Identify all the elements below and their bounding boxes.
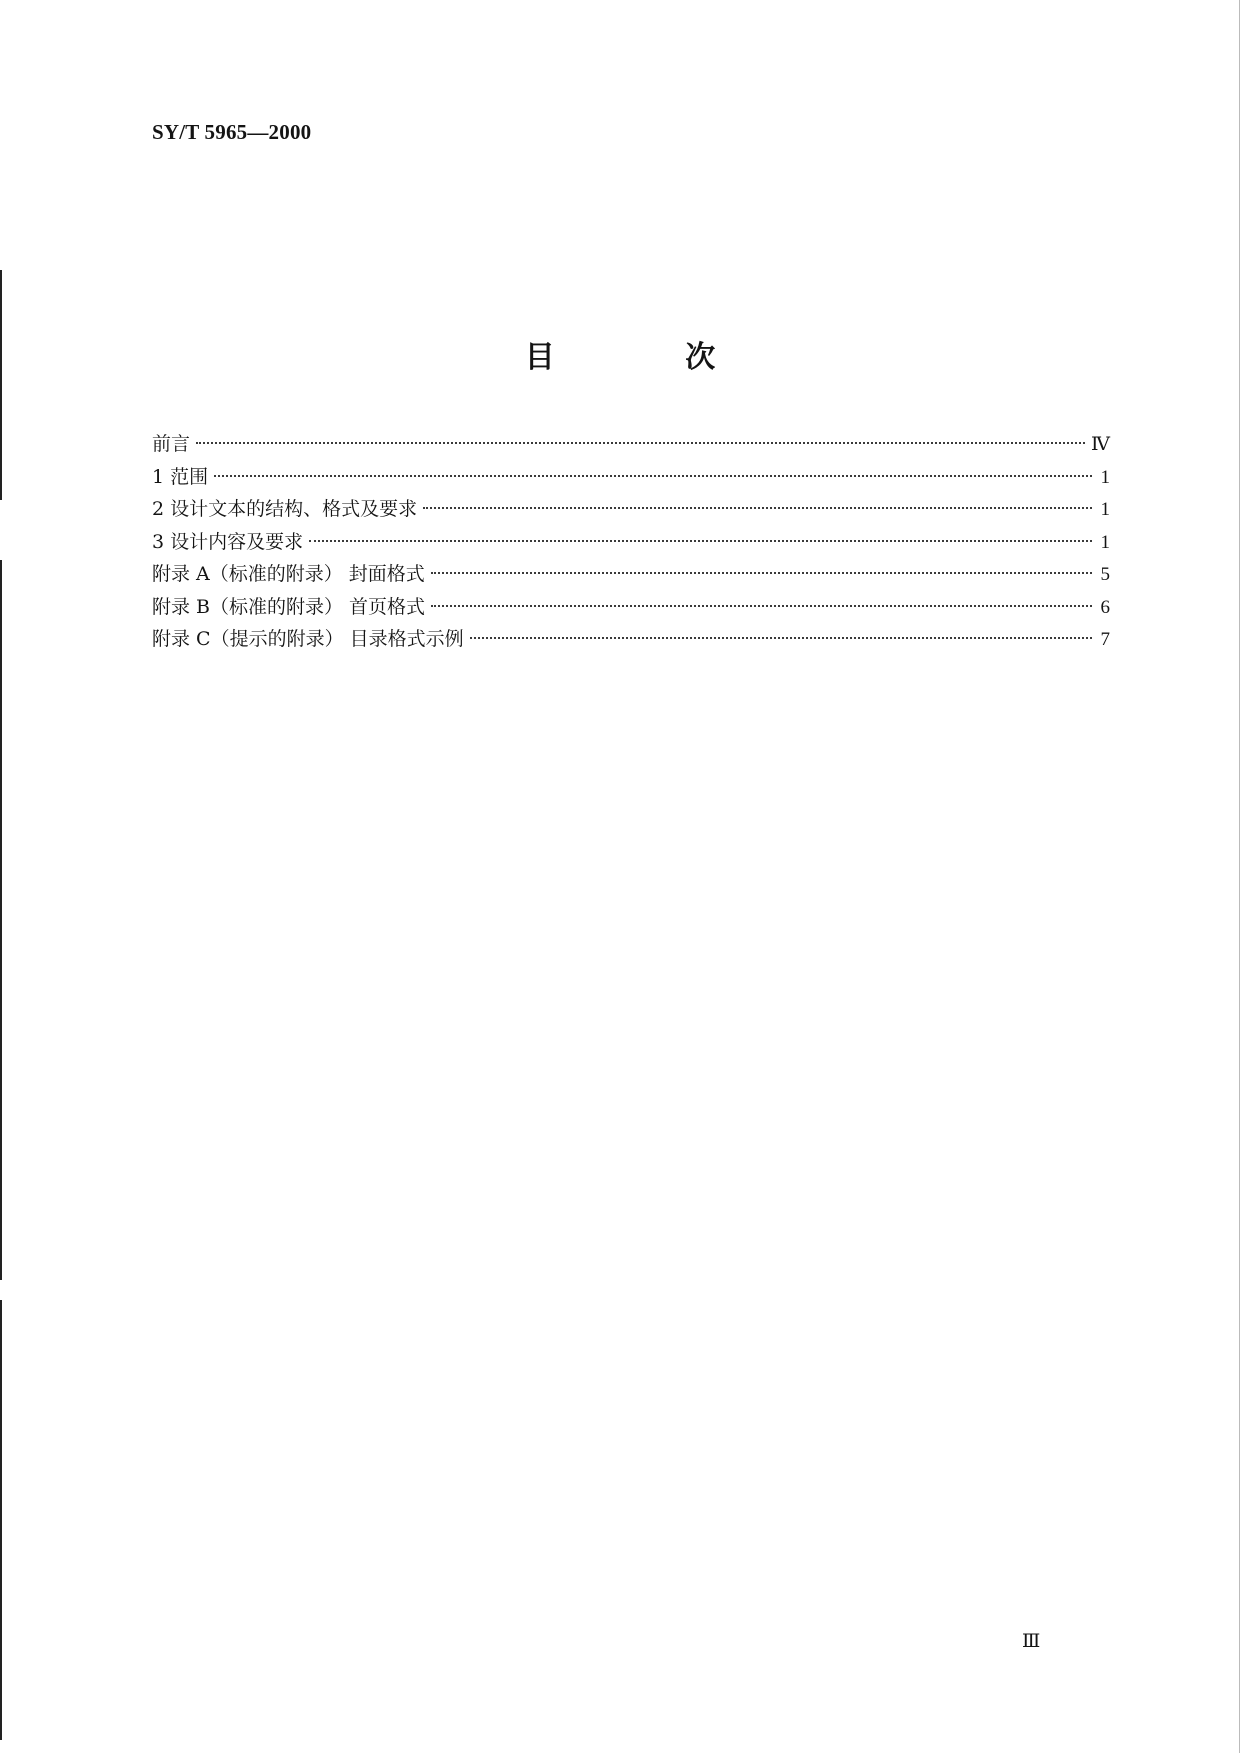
toc-entry-label: 附录 B（标准的附录） 首页格式 [152,595,426,618]
toc-entry-label: 2 设计文本的结构、格式及要求 [152,498,418,520]
toc-entry-annex-c[interactable] [152,623,1110,656]
toc-entry-page: 1 [1100,466,1110,488]
toc-title: 目 次 [524,340,776,375]
toc-dot-leader [214,475,1092,477]
toc-entry-content[interactable] [152,526,1110,559]
toc-entry-annex-a[interactable] [152,558,1110,591]
toc-entry-page: Ⅳ [1091,434,1110,455]
toc-entry-page: 6 [1100,596,1110,618]
toc-entry-page: 7 [1100,629,1110,650]
toc-dot-leader [423,507,1092,509]
toc-entry-label: 前言 [152,433,191,455]
toc-entry-page: 1 [1100,499,1110,520]
toc-entry-foreword[interactable] [152,428,1110,461]
toc-entry-label: 附录 C（提示的附录） 目录格式示例 [152,628,464,650]
toc-entry-structure[interactable] [152,493,1110,526]
toc-dot-leader [470,637,1092,639]
scan-edge-left-middle [0,560,2,1280]
toc-entry-label: 1 范围 [152,465,209,488]
page-number: Ⅲ [1022,1631,1041,1652]
toc-dot-leader [431,572,1092,574]
scan-edge-left-top [0,270,2,500]
toc-dot-leader [309,540,1092,542]
table-of-contents [152,428,1110,656]
toc-entry-scope[interactable] [152,461,1110,494]
standard-code: SY/T 5965—2000 [152,120,312,144]
toc-dot-leader [196,442,1085,444]
toc-entry-annex-b[interactable] [152,591,1110,624]
toc-entry-page: 5 [1100,564,1110,585]
toc-entry-page: 1 [1100,531,1110,553]
scan-edge-left-bottom [0,1300,2,1740]
toc-entry-label: 3 设计内容及要求 [152,530,304,553]
toc-dot-leader [431,605,1092,607]
toc-entry-label: 附录 A（标准的附录） 封面格式 [152,563,425,585]
